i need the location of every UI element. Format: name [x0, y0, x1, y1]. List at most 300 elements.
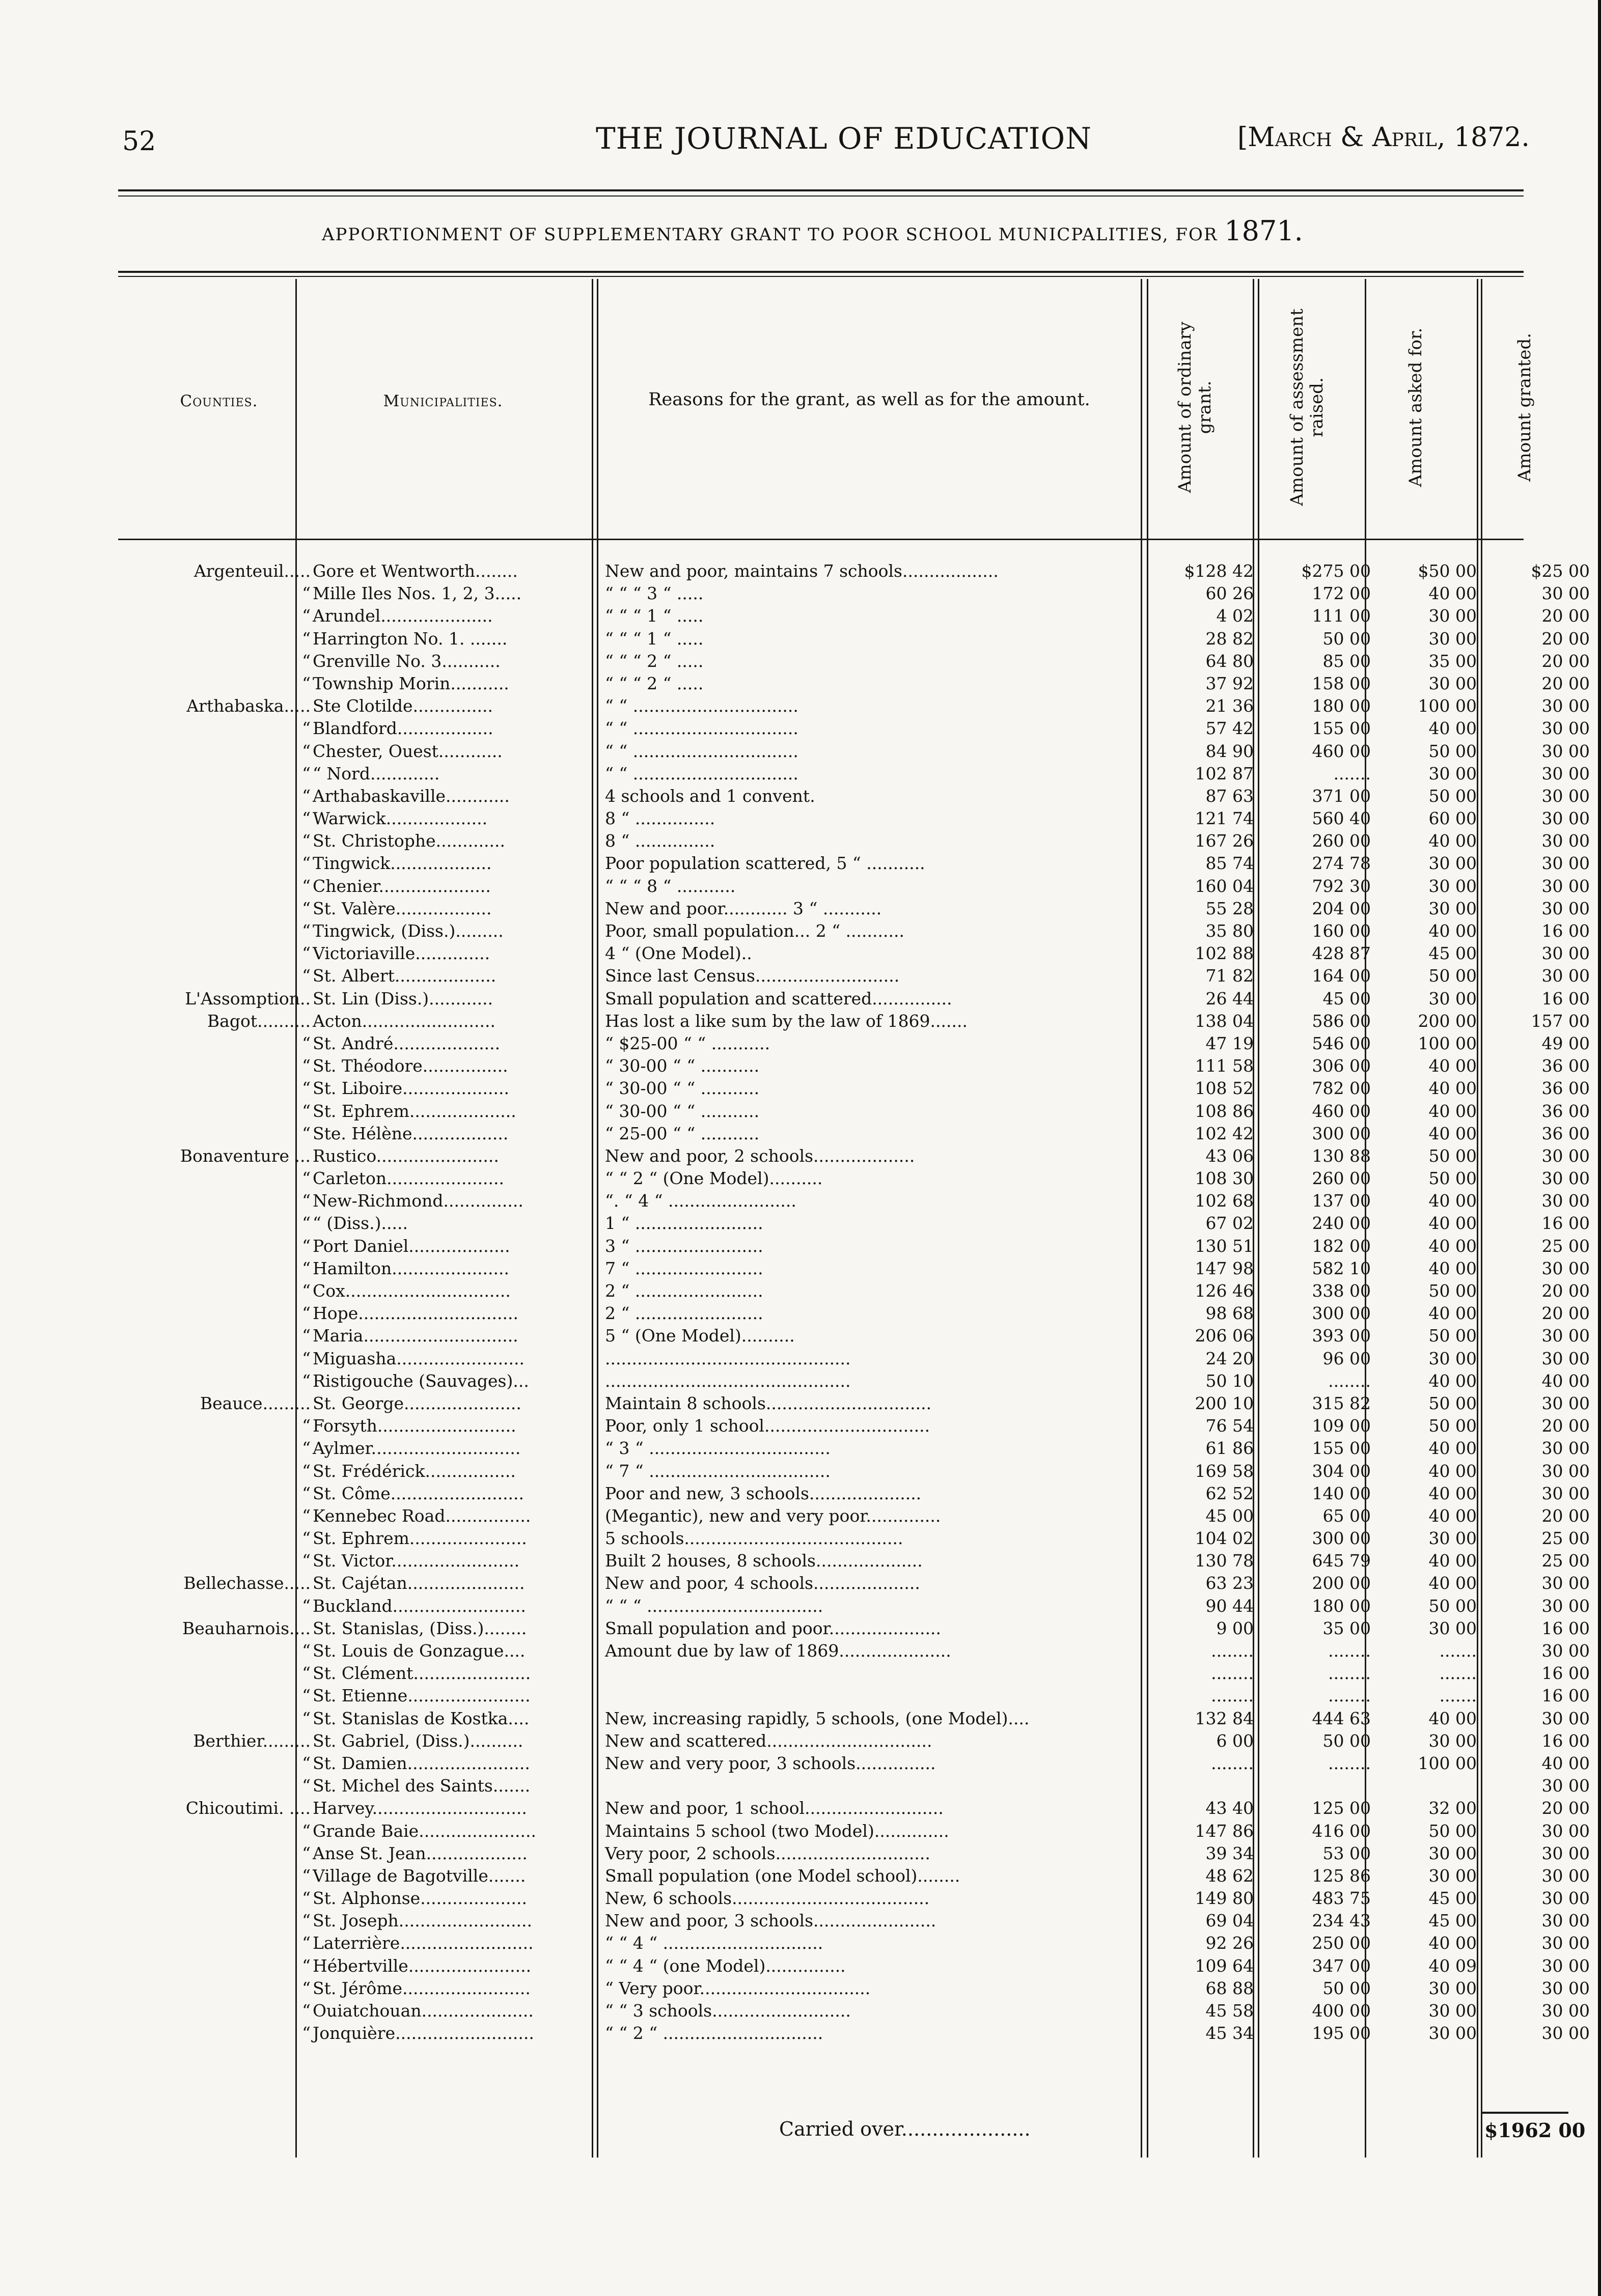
table-row — [118, 740, 1590, 763]
granted-cell: 157 00 — [1531, 1011, 1590, 1031]
table-row — [118, 1348, 1590, 1370]
county-cell: “ — [302, 1911, 311, 1931]
assessment-cell: 111 00 — [1312, 606, 1371, 626]
assessment-cell: 274 78 — [1312, 853, 1371, 874]
ordinary-grant-cell: 69 04 — [1205, 1911, 1254, 1931]
table-row — [118, 1505, 1590, 1527]
reason-cell: “ “ 2 “ (One Model).......... — [605, 1168, 823, 1189]
county-cell: “ — [302, 921, 311, 941]
asked-cell: 60 00 — [1428, 808, 1477, 829]
asked-cell: 30 00 — [1428, 1618, 1477, 1638]
municipality-cell: Hamilton...................... — [313, 1258, 510, 1278]
issue-date: [March & April, 1872. — [1237, 122, 1530, 153]
assessment-cell: 234 43 — [1312, 1911, 1371, 1931]
table-row — [118, 1730, 1590, 1752]
asked-cell: 40 00 — [1428, 1483, 1477, 1503]
granted-cell: 30 00 — [1541, 1933, 1590, 1953]
asked-cell: 40 00 — [1428, 1303, 1477, 1324]
reason-cell: 2 “ ........................ — [605, 1303, 763, 1324]
ordinary-grant-cell: 108 52 — [1195, 1078, 1254, 1099]
granted-cell: 20 00 — [1541, 1303, 1590, 1324]
reason-cell: New, increasing rapidly, 5 schools, (one Model).... — [605, 1708, 1030, 1728]
ordinary-grant-cell: 87 63 — [1205, 786, 1254, 806]
municipality-cell: Jonquière.......................... — [313, 2023, 534, 2043]
asked-cell: 50 00 — [1428, 1393, 1477, 1413]
county-cell: “ — [302, 876, 311, 896]
assessment-cell: 546 00 — [1312, 1033, 1371, 1053]
reason-cell: “ $25-00 “ “ ........... — [605, 1033, 770, 1053]
granted-cell: 30 00 — [1541, 1911, 1590, 1931]
county-cell: “ — [302, 606, 311, 626]
assessment-cell: ........ — [1328, 1686, 1371, 1706]
granted-cell: 20 00 — [1541, 673, 1590, 693]
reason-cell: “ “ 4 “ .............................. — [605, 1933, 823, 1953]
asked-cell: 32 00 — [1428, 1798, 1477, 1818]
assessment-cell: 300 00 — [1312, 1528, 1371, 1549]
asked-cell: 100 00 — [1418, 696, 1477, 716]
assessment-cell: 50 00 — [1322, 1730, 1371, 1751]
municipality-cell: Township Morin........... — [313, 673, 509, 693]
assessment-cell: ....... — [1333, 763, 1371, 783]
asked-cell: 45 00 — [1428, 1888, 1477, 1909]
table-year: 1871. — [1224, 215, 1303, 247]
ordinary-grant-cell: 147 98 — [1195, 1258, 1254, 1278]
ordinary-grant-cell: 67 02 — [1205, 1213, 1254, 1234]
reason-cell: Small population and poor..................... — [605, 1618, 942, 1638]
municipality-cell: Buckland......................... — [313, 1595, 526, 1616]
asked-cell: 45 00 — [1428, 943, 1477, 964]
table-row — [118, 1100, 1590, 1123]
granted-cell: 36 00 — [1541, 1078, 1590, 1099]
ordinary-grant-cell: 108 86 — [1195, 1101, 1254, 1121]
ordinary-grant-cell: 109 64 — [1195, 1955, 1254, 1976]
asked-cell: 40 00 — [1428, 921, 1477, 941]
asked-cell: 30 00 — [1428, 853, 1477, 874]
granted-cell: 36 00 — [1541, 1123, 1590, 1143]
municipality-cell: Mille Iles Nos. 1, 2, 3..... — [313, 583, 522, 604]
reason-cell: “ 25-00 “ “ ........... — [605, 1123, 760, 1143]
municipality-cell: “ (Diss.)..... — [313, 1213, 408, 1234]
county-cell: “ — [302, 808, 311, 829]
county-cell: “ — [302, 1686, 311, 1706]
carried-over-label: Carried over..................... — [779, 2118, 1031, 2140]
ordinary-grant-cell: ........ — [1211, 1663, 1254, 1684]
reason-cell: “ “ “ 1 “ ..... — [605, 606, 704, 626]
ordinary-grant-cell: 21 36 — [1205, 696, 1254, 716]
table-row — [118, 560, 1590, 582]
assessment-cell: 428 87 — [1312, 943, 1371, 964]
granted-cell: 20 00 — [1541, 651, 1590, 671]
assessment-cell: 260 00 — [1312, 831, 1371, 851]
asked-cell: 30 00 — [1428, 606, 1477, 626]
table-row — [118, 1797, 1590, 1819]
table-row — [118, 1123, 1590, 1145]
municipality-cell: St. Etienne....................... — [313, 1686, 531, 1706]
granted-cell: 30 00 — [1541, 1483, 1590, 1503]
assessment-cell: 50 00 — [1322, 628, 1371, 649]
journal-title: THE JOURNAL OF EDUCATION — [596, 121, 1092, 156]
granted-cell: 30 00 — [1541, 1843, 1590, 1863]
ordinary-grant-cell: 4 02 — [1216, 606, 1254, 626]
table-row — [118, 920, 1590, 942]
county-cell: “ — [302, 1168, 311, 1189]
county-cell: “ — [302, 763, 311, 783]
asked-cell: ....... — [1439, 1686, 1477, 1706]
reason-cell: Small population and scattered............... — [605, 988, 952, 1009]
table-row — [118, 1167, 1590, 1190]
reason-cell: Very poor, 2 schools............................. — [605, 1843, 930, 1863]
county-cell: “ — [302, 1776, 311, 1796]
table-row — [118, 1302, 1590, 1325]
county-cell: “ — [302, 741, 311, 761]
granted-cell: 30 00 — [1541, 853, 1590, 874]
granted-cell: 30 00 — [1541, 1978, 1590, 1998]
reason-cell: “ “ “ 1 “ ..... — [605, 628, 704, 649]
municipality-cell: New-Richmond............... — [313, 1191, 523, 1211]
asked-cell: 100 00 — [1418, 1753, 1477, 1773]
carried-over-total: $1962 00 — [1484, 2119, 1586, 2142]
assessment-cell: 306 00 — [1312, 1056, 1371, 1076]
ordinary-grant-cell: 43 40 — [1205, 1798, 1254, 1818]
municipality-cell: St. Stanislas, (Diss.)........ — [313, 1618, 527, 1638]
granted-cell: 30 00 — [1541, 696, 1590, 716]
table-top-rule-thin — [118, 276, 1524, 277]
table-row — [118, 1392, 1590, 1415]
granted-cell: 30 00 — [1541, 1776, 1590, 1796]
granted-cell: 30 00 — [1541, 1348, 1590, 1368]
granted-cell: 40 00 — [1541, 1753, 1590, 1773]
assessment-cell: 347 00 — [1312, 1955, 1371, 1976]
reason-cell: .............................................. — [605, 1348, 851, 1368]
assessment-cell: 460 00 — [1312, 741, 1371, 761]
assessment-cell: $275 00 — [1301, 561, 1371, 581]
ordinary-grant-cell: 102 88 — [1195, 943, 1254, 964]
municipality-cell: Blandford.................. — [313, 718, 493, 739]
asked-cell: $50 00 — [1418, 561, 1477, 581]
assessment-cell: 45 00 — [1322, 988, 1371, 1009]
reason-cell: Poor and new, 3 schools..................... — [605, 1483, 922, 1503]
asked-cell: 30 00 — [1428, 898, 1477, 918]
table-row — [118, 695, 1590, 717]
county-cell: “ — [302, 943, 311, 964]
county-cell: “ — [302, 966, 311, 986]
county-cell: “ — [302, 718, 311, 739]
reason-cell: New and poor............ 3 “ ........... — [605, 898, 882, 918]
granted-cell: 20 00 — [1541, 628, 1590, 649]
granted-cell: 30 00 — [1541, 1393, 1590, 1413]
reason-cell: “ 30-00 “ “ ........... — [605, 1056, 760, 1076]
municipality-cell: Miguasha........................ — [313, 1348, 525, 1368]
ordinary-grant-cell: 39 34 — [1205, 1843, 1254, 1863]
county-cell: “ — [302, 673, 311, 693]
granted-cell: 25 00 — [1541, 1528, 1590, 1549]
granted-cell: 30 00 — [1541, 2023, 1590, 2043]
reason-cell: .............................................. — [605, 1370, 851, 1391]
reason-cell: “ “ “ 3 “ ..... — [605, 583, 704, 604]
table-row — [118, 898, 1590, 920]
assessment-cell: 240 00 — [1312, 1213, 1371, 1234]
asked-cell: 40 00 — [1428, 1933, 1477, 1953]
table-row — [118, 965, 1590, 987]
reason-cell: “. “ 4 “ ........................ — [605, 1191, 796, 1211]
reason-cell: “ 30-00 “ “ ........... — [605, 1101, 760, 1121]
table-row — [118, 1212, 1590, 1235]
municipality-cell: Chenier..................... — [313, 876, 491, 896]
table-row — [118, 1865, 1590, 1887]
assessment-cell: 155 00 — [1312, 718, 1371, 739]
table-row — [118, 1662, 1590, 1685]
reason-cell: “ Very poor................................ — [605, 1978, 871, 1998]
assessment-cell: 137 00 — [1312, 1191, 1371, 1211]
reason-cell: Poor, small population... 2 “ ........... — [605, 921, 904, 941]
table-row — [118, 1190, 1590, 1212]
granted-cell: 16 00 — [1541, 1618, 1590, 1638]
county-cell: Beauce......... — [200, 1393, 311, 1413]
assessment-cell: 645 79 — [1312, 1551, 1371, 1571]
municipality-cell: Hébertville....................... — [313, 1955, 532, 1976]
asked-cell: 40 00 — [1428, 1123, 1477, 1143]
asked-cell: 200 00 — [1418, 1011, 1477, 1031]
assessment-cell: 96 00 — [1322, 1348, 1371, 1368]
assessment-cell: 195 00 — [1312, 2023, 1371, 2043]
granted-cell: 30 00 — [1541, 2001, 1590, 2021]
municipality-cell: St. André.................... — [313, 1033, 501, 1053]
granted-cell: 30 00 — [1541, 1145, 1590, 1166]
page-number: 52 — [122, 126, 156, 157]
municipality-cell: Arthabaskaville............ — [313, 786, 510, 806]
table-row — [118, 1910, 1590, 1932]
municipality-cell: St. Stanislas de Kostka.... — [313, 1708, 530, 1728]
assessment-cell: ........ — [1328, 1753, 1371, 1773]
assessment-cell: 250 00 — [1312, 1933, 1371, 1953]
ordinary-grant-cell: 92 26 — [1205, 1933, 1254, 1953]
ordinary-grant-cell: 108 30 — [1195, 1168, 1254, 1189]
county-cell: “ — [302, 1033, 311, 1053]
assessment-cell: 164 00 — [1312, 966, 1371, 986]
assessment-cell: 172 00 — [1312, 583, 1371, 604]
table-row — [118, 1775, 1590, 1797]
granted-cell: 30 00 — [1541, 763, 1590, 783]
municipality-cell: Port Daniel................... — [313, 1236, 510, 1256]
reason-cell: Poor population scattered, 5 “ ........... — [605, 853, 925, 874]
table-row — [118, 1707, 1590, 1730]
county-cell: Arthabaska..... — [186, 696, 311, 716]
assessment-cell: 160 00 — [1312, 921, 1371, 941]
county-cell: “ — [302, 1551, 311, 1571]
table-row — [118, 605, 1590, 627]
reason-cell: 2 “ ........................ — [605, 1281, 763, 1301]
county-cell: “ — [302, 2001, 311, 2021]
asked-cell: 40 00 — [1428, 583, 1477, 604]
table-row — [118, 807, 1590, 830]
ordinary-grant-cell: 132 84 — [1195, 1708, 1254, 1728]
county-cell: “ — [302, 1123, 311, 1143]
assessment-cell: 200 00 — [1312, 1573, 1371, 1593]
ordinary-grant-cell: 57 42 — [1205, 718, 1254, 739]
granted-cell: 30 00 — [1541, 786, 1590, 806]
table-row — [118, 1415, 1590, 1437]
granted-cell: 20 00 — [1541, 1281, 1590, 1301]
municipality-cell: St. Michel des Saints....... — [313, 1776, 531, 1796]
table-row — [118, 2022, 1590, 2045]
table-row — [118, 1842, 1590, 1865]
granted-cell: 30 00 — [1541, 876, 1590, 896]
reason-cell: 3 “ ........................ — [605, 1236, 763, 1256]
header-municipalities: Municipalities. — [383, 392, 503, 410]
granted-cell: 30 00 — [1541, 1258, 1590, 1278]
ordinary-grant-cell: 126 46 — [1195, 1281, 1254, 1301]
assessment-cell: 792 30 — [1312, 876, 1371, 896]
granted-cell: 30 00 — [1541, 741, 1590, 761]
asked-cell: 30 00 — [1428, 763, 1477, 783]
municipality-cell: Ste Clotilde............... — [313, 696, 493, 716]
asked-cell: 30 00 — [1428, 1528, 1477, 1549]
table-row — [118, 1482, 1590, 1505]
municipality-cell: Harrington No. 1. ....... — [313, 628, 508, 649]
county-cell: “ — [302, 651, 311, 671]
reason-cell: “ “ “ 2 “ ..... — [605, 651, 704, 671]
county-cell: “ — [302, 1101, 311, 1121]
reason-cell: “ “ ............................... — [605, 718, 798, 739]
ordinary-grant-cell: 28 82 — [1205, 628, 1254, 649]
county-cell: “ — [302, 853, 311, 874]
municipality-cell: Cox............................... — [313, 1281, 511, 1301]
municipality-cell: St. Côme......................... — [313, 1483, 525, 1503]
assessment-cell: 260 00 — [1312, 1168, 1371, 1189]
ordinary-grant-cell: 50 10 — [1205, 1370, 1254, 1391]
ordinary-grant-cell: 48 62 — [1205, 1865, 1254, 1886]
granted-cell: 30 00 — [1541, 1641, 1590, 1661]
table-row — [118, 717, 1590, 740]
asked-cell: 50 00 — [1428, 1821, 1477, 1841]
municipality-cell: Ste. Hélène.................. — [313, 1123, 509, 1143]
county-cell: “ — [302, 1438, 311, 1459]
reason-cell: Small population (one Model school)........ — [605, 1865, 960, 1886]
asked-cell: 40 00 — [1428, 1370, 1477, 1391]
asked-cell: 40 09 — [1428, 1955, 1477, 1976]
granted-cell: 36 00 — [1541, 1101, 1590, 1121]
municipality-cell: Warwick................... — [313, 808, 488, 829]
table-row — [118, 1325, 1590, 1347]
asked-cell: 40 00 — [1428, 1056, 1477, 1076]
ordinary-grant-cell: 71 82 — [1205, 966, 1254, 986]
header-rule-thin — [118, 195, 1524, 197]
municipality-cell: Forsyth.......................... — [313, 1416, 516, 1436]
reason-cell: “ “ “ ................................. — [605, 1595, 823, 1616]
assessment-cell: ........ — [1328, 1641, 1371, 1661]
municipality-cell: Laterrière......................... — [313, 1933, 534, 1953]
county-cell: “ — [302, 1978, 311, 1998]
asked-cell: ....... — [1439, 1663, 1477, 1684]
table-row — [118, 1370, 1590, 1392]
asked-cell: 40 00 — [1428, 1551, 1477, 1571]
ordinary-grant-cell: 9 00 — [1216, 1618, 1254, 1638]
reason-cell: Maintain 8 schools............................... — [605, 1393, 932, 1413]
table-row — [118, 1235, 1590, 1257]
county-cell: “ — [302, 628, 311, 649]
municipality-cell: St. Gabriel, (Diss.).......... — [313, 1730, 523, 1751]
county-cell: Beauharnois.... — [182, 1618, 311, 1638]
municipality-cell: Grande Baie...................... — [313, 1821, 536, 1841]
county-cell: “ — [302, 1663, 311, 1684]
granted-cell: 16 00 — [1541, 988, 1590, 1009]
assessment-cell: 155 00 — [1312, 1438, 1371, 1459]
reason-cell: Poor, only 1 school............................... — [605, 1416, 930, 1436]
asked-cell: 50 00 — [1428, 741, 1477, 761]
header-counties: Counties. — [180, 392, 258, 410]
total-rule — [1482, 2112, 1568, 2114]
municipality-cell: St. Louis de Gonzague.... — [313, 1641, 526, 1661]
asked-cell: 50 00 — [1428, 1326, 1477, 1346]
municipality-cell: Hope.............................. — [313, 1303, 518, 1324]
asked-cell: 30 00 — [1428, 988, 1477, 1009]
ordinary-grant-cell: 43 06 — [1205, 1145, 1254, 1166]
assessment-cell: 180 00 — [1312, 1595, 1371, 1616]
granted-cell: 30 00 — [1541, 831, 1590, 851]
municipality-cell: St. Lin (Diss.)............ — [313, 988, 493, 1009]
asked-cell: 50 00 — [1428, 1595, 1477, 1616]
ordinary-grant-cell: 45 58 — [1205, 2001, 1254, 2021]
ordinary-grant-cell: ........ — [1211, 1686, 1254, 1706]
table-top-rule — [118, 271, 1524, 273]
assessment-cell: 393 00 — [1312, 1326, 1371, 1346]
municipality-cell: St. Théodore................ — [313, 1056, 508, 1076]
granted-cell: 30 00 — [1541, 1888, 1590, 1909]
reason-cell: 5 schools......................................... — [605, 1528, 903, 1549]
county-cell: “ — [302, 1303, 311, 1324]
municipality-cell: Chester, Ouest............ — [313, 741, 503, 761]
municipality-cell: Ouiatchouan..................... — [313, 2001, 534, 2021]
county-cell: “ — [302, 1955, 311, 1976]
county-cell: “ — [302, 2023, 311, 2043]
municipality-cell: Victoriaville.............. — [313, 943, 490, 964]
assessment-cell: 460 00 — [1312, 1101, 1371, 1121]
granted-cell: 20 00 — [1541, 1505, 1590, 1526]
grant-table — [118, 560, 1590, 2045]
table-row — [118, 1640, 1590, 1662]
table-row — [118, 1010, 1590, 1032]
table-row — [118, 1145, 1590, 1167]
county-cell: Bellechasse..... — [183, 1573, 311, 1593]
table-row — [118, 1932, 1590, 1954]
ordinary-grant-cell: 130 51 — [1195, 1236, 1254, 1256]
county-cell: Chicoutimi. .... — [185, 1798, 311, 1818]
reason-cell: (Megantic), new and very poor.............. — [605, 1505, 941, 1526]
asked-cell: 30 00 — [1428, 1865, 1477, 1886]
reason-cell: New and scattered............................... — [605, 1730, 932, 1751]
municipality-cell: St. Ephrem...................... — [313, 1528, 527, 1549]
municipality-cell: Tingwick, (Diss.)......... — [313, 921, 504, 941]
ordinary-grant-cell: 130 78 — [1195, 1551, 1254, 1571]
asked-cell: 30 00 — [1428, 1348, 1477, 1368]
assessment-cell: 65 00 — [1322, 1505, 1371, 1526]
county-cell: “ — [302, 1888, 311, 1909]
asked-cell: 30 00 — [1428, 2001, 1477, 2021]
asked-cell: 30 00 — [1428, 1730, 1477, 1751]
county-cell: Argenteuil..... — [194, 561, 311, 581]
municipality-cell: St. Christophe............. — [313, 831, 506, 851]
ordinary-grant-cell: 111 58 — [1195, 1056, 1254, 1076]
granted-cell: 20 00 — [1541, 1416, 1590, 1436]
table-row — [118, 1572, 1590, 1594]
assessment-cell: 109 00 — [1312, 1416, 1371, 1436]
granted-cell: 30 00 — [1541, 1955, 1590, 1976]
asked-cell: 40 00 — [1428, 1191, 1477, 1211]
assessment-cell: 483 75 — [1312, 1888, 1371, 1909]
table-row — [118, 582, 1590, 605]
granted-cell: 30 00 — [1541, 808, 1590, 829]
ordinary-grant-cell: 149 80 — [1195, 1888, 1254, 1909]
